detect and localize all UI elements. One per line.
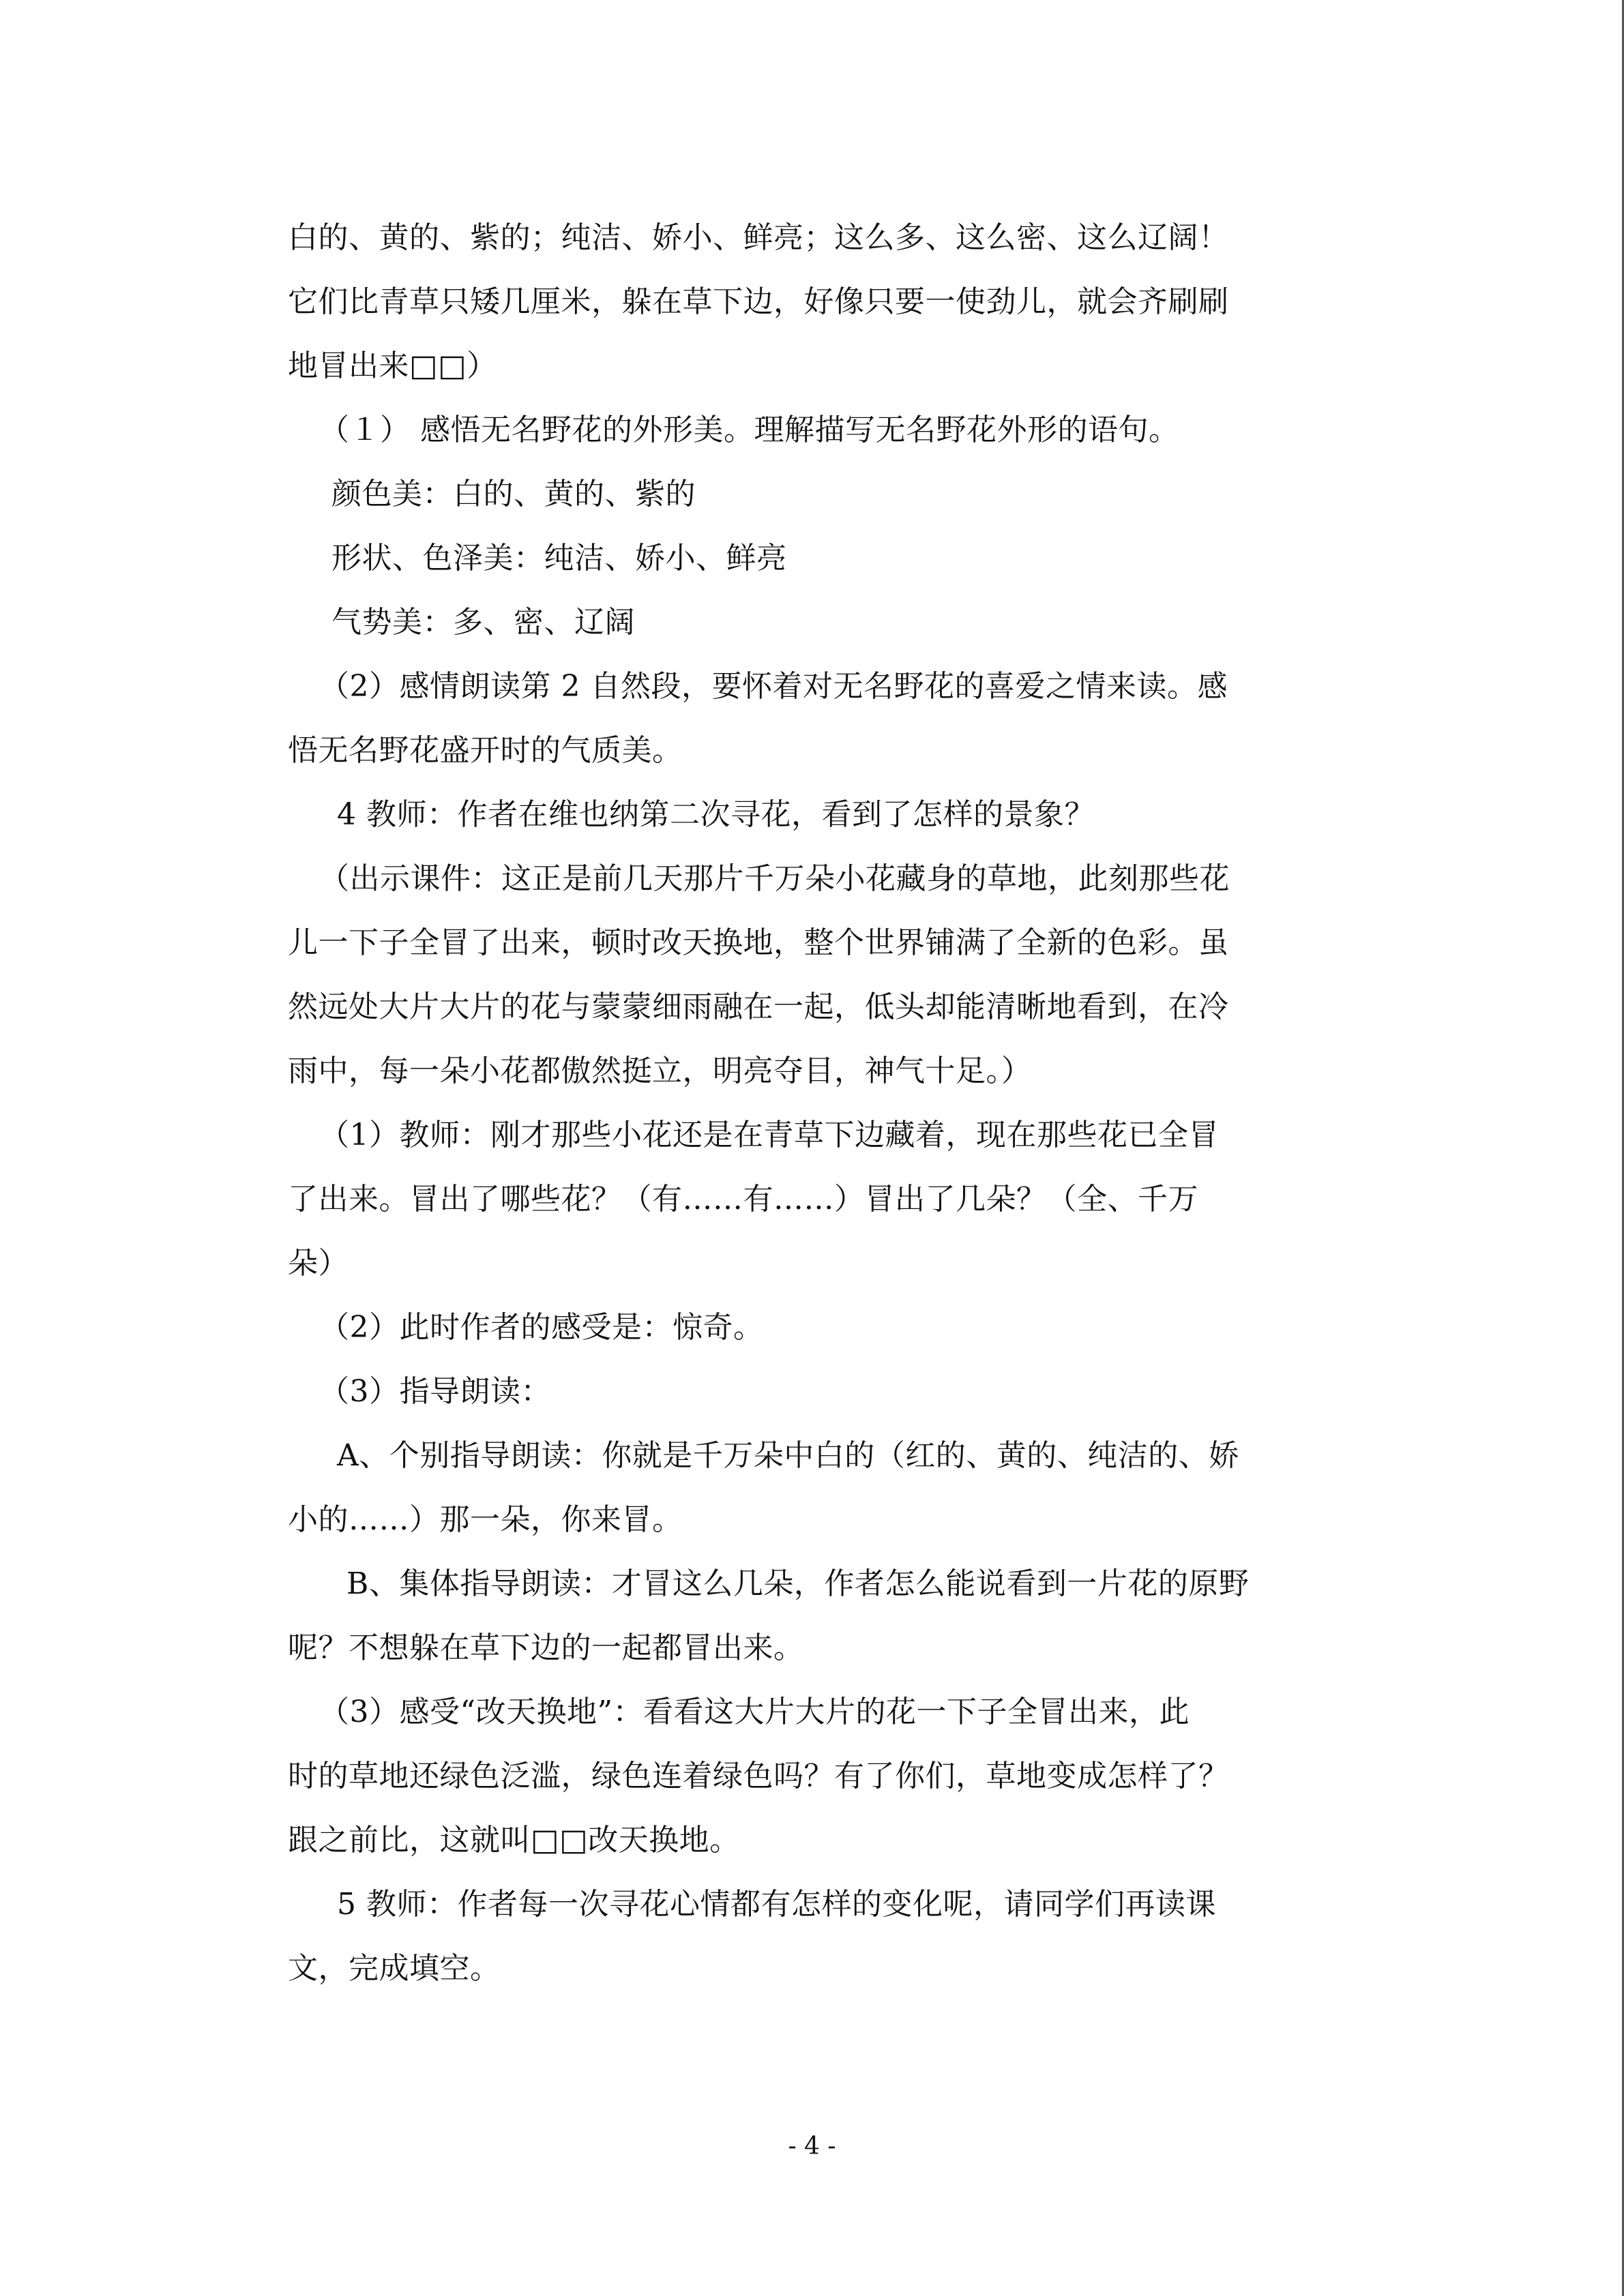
paragraph-line: （3）指导朗读： <box>319 1374 551 1409</box>
paragraph-line: 朵） <box>288 1246 349 1281</box>
paragraph-line: 颜色美：白的、黄的、紫的 <box>331 477 696 511</box>
paragraph-line: （2）感情朗读第 2 自然段，要怀着对无名野花的喜爱之情来读。感 <box>319 669 1228 704</box>
paragraph-line: 儿一下子全冒了出来，顿时改天换地，整个世界铺满了全新的色彩。虽 <box>288 925 1229 960</box>
paragraph-line: 气势美：多、密、辽阔 <box>331 605 635 640</box>
paragraph-line: 形状、色泽美：纯洁、娇小、鲜亮 <box>331 541 787 576</box>
paragraph-line: 了出来。冒出了哪些花？（有……有……）冒出了几朵？（全、千万 <box>288 1182 1198 1217</box>
paragraph-line: （2）此时作者的感受是：惊奇。 <box>319 1310 764 1345</box>
paragraph-line: 呢？不想躲在草下边的一起都冒出来。 <box>288 1630 804 1665</box>
paragraph-line: 4 教师：作者在维也纳第二次寻花，看到了怎样的景象？ <box>337 797 1095 832</box>
paragraph-line: 时的草地还绿色泛滥，绿色连着绿色吗？有了你们，草地变成怎样了？ <box>288 1759 1229 1793</box>
page-number: - 4 - <box>788 2132 836 2160</box>
paragraph-line: B、集体指导朗读：才冒这么几朵，作者怎么能说看到一片花的原野 <box>346 1566 1250 1601</box>
paragraph-line: 白的、黄的、紫的；纯洁、娇小、鲜亮；这么多、这么密、这么辽阔！ <box>288 220 1229 255</box>
paragraph-line: 跟之前比，这就叫□□改天换地。 <box>288 1823 740 1858</box>
paragraph-line: 5 教师：作者每一次寻花心情都有怎样的变化呢，请同学们再读课 <box>337 1887 1216 1922</box>
paragraph-line: （１） 感悟无名野花的外形美。理解描写无名野花外形的语句。 <box>319 413 1179 447</box>
paragraph-line: 它们比青草只矮几厘米，躲在草下边，好像只要一使劲儿，就会齐刷刷 <box>288 284 1229 319</box>
document-body <box>288 206 1338 2001</box>
paragraph-line: （1）教师：刚才那些小花还是在青草下边藏着，现在那些花已全冒 <box>319 1118 1219 1152</box>
paragraph-line: 悟无名野花盛开时的气质美。 <box>288 733 683 768</box>
paragraph-line: 地冒出来□□） <box>288 348 497 383</box>
paragraph-line: 然远处大片大片的花与蒙蒙细雨融在一起，低头却能清晰地看到，在冷 <box>288 989 1229 1024</box>
paragraph-line: 雨中，每一朵小花都傲然挺立，明亮夺目，神气十足。） <box>288 1054 1032 1088</box>
paragraph-line: （3）感受“改天换地”：看看这大片大片的花一下子全冒出来，此 <box>319 1695 1190 1729</box>
paragraph-line: A、个别指导朗读：你就是千万朵中白的（红的、黄的、纯洁的、娇 <box>337 1438 1239 1473</box>
paragraph-line: 文，完成填空。 <box>288 1951 501 1986</box>
paragraph-line: （出示课件：这正是前几天那片千万朵小花藏身的草地，此刻那些花 <box>319 861 1230 896</box>
paragraph-line: 小的……）那一朵，你来冒。 <box>288 1502 683 1537</box>
